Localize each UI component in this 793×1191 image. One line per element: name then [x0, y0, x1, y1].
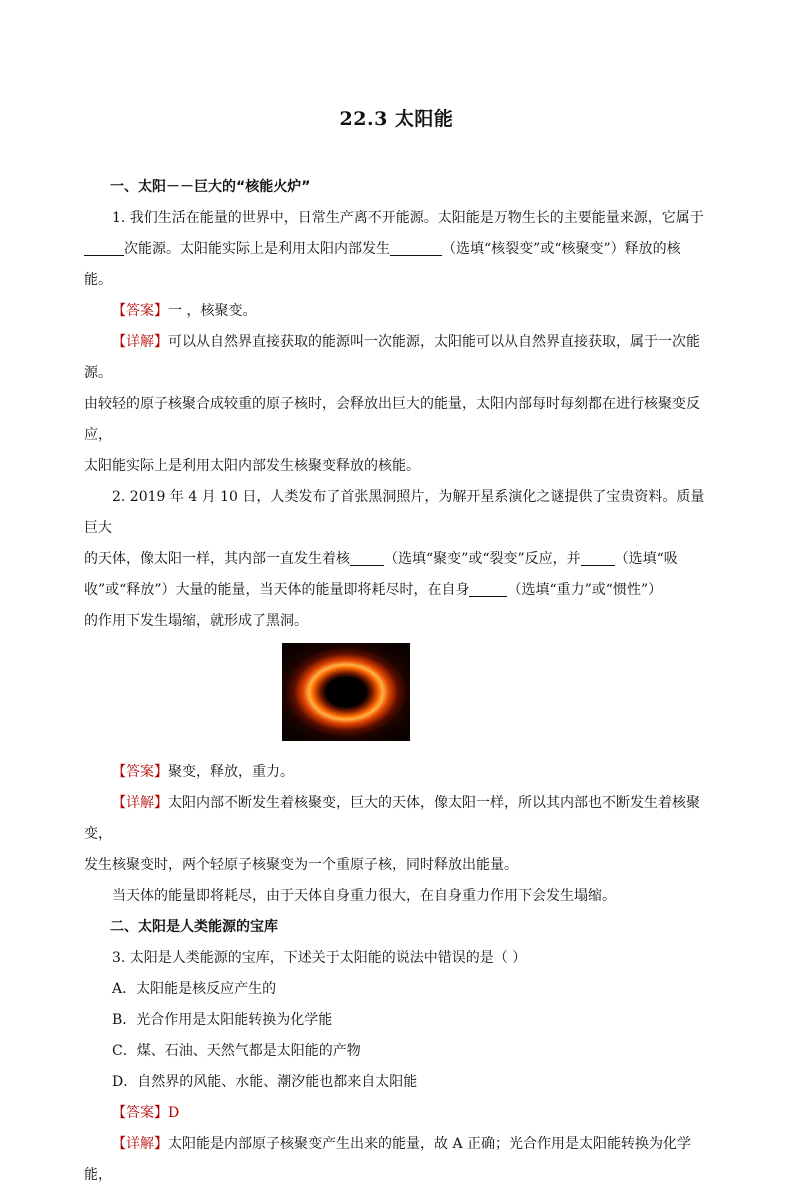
document-body — [84, 172, 712, 1191]
answer-3: 【答案】D — [112, 1105, 180, 1121]
detail-2: 【详解】太阳内部不断发生着核聚变，巨大的天体，像太阳一样，所以其内部也不断发生着核聚变， 发生核聚变时，两个轻原子核聚变为一个重原子核，同时释放出能量。 — [84, 795, 700, 873]
answer-blank — [469, 582, 507, 597]
answer-blank — [350, 551, 384, 566]
answer-blank — [581, 551, 615, 566]
option-b: B．光合作用是太阳能转换为化学能 — [112, 1012, 333, 1028]
detail-3: 【详解】太阳能是内部原子核聚变产生出来的能量，故 A 正确；光合作用是太阳能转换为化学能， — [84, 1136, 692, 1183]
section-heading-2: 二、太阳是人类能源的宝库 — [110, 919, 278, 935]
detail-tag: 【详解】 — [112, 1136, 168, 1152]
detail-1: 【详解】可以从自然界直接获取的能源叫一次能源，太阳能可以从自然界直接获取，属于一次能源。 由较轻的原子核聚合成较重的原子核时，会释放出巨大的能量，太阳内部每时每刻都在进行核聚变反应， 太阳能实际上是利用太阳内部发生核聚变释放的核能。 — [84, 334, 700, 474]
option-a: A．太阳能是核反应产生的 — [112, 981, 277, 997]
detail-2-extra: 当天体的能量即将耗尽，由于天体自身重力很大，在自身重力作用下会发生塌缩。 — [112, 888, 616, 904]
question-2: 2. 2019 年 4 月 10 日，人类发布了首张黑洞照片，为解开星系演化之谜提供了宝贵资料。质量巨大 的天体，像太阳一样，其内部一直发生着核 （选填“聚变”或“裂变”反应，并 （选填“吸 收”或“释放”）大量的能量，当天体的能量即将耗尽时，在自身 （选填“重力”或“惯性”） 的作用下发生塌缩，就形成了黑洞。 — [84, 489, 705, 629]
question-3: 3. 太阳是人类能源的宝库，下述关于太阳能的说法中错误的是（ ） — [112, 950, 527, 966]
answer-1: 【答案】一 ，核聚变。 — [112, 303, 257, 319]
question-1: 1. 我们生活在能量的世界中，日常生产离不开能源。太阳能是万物生长的主要能量来源，它属于 次能源。太阳能实际上是利用太阳内部发生 （选填“核裂变”或“核聚变”）释放的核 能。 — [84, 210, 704, 288]
black-hole-photo-icon — [282, 643, 410, 741]
answer-tag: 【答案】 — [112, 303, 168, 319]
answer-2: 【答案】聚变，释放，重力。 — [112, 764, 294, 780]
figure-container — [84, 643, 712, 753]
answer-blank — [84, 241, 124, 256]
page-title: 22.3 太阳能 — [339, 108, 454, 130]
option-d: D．自然界的风能、水能、潮汐能也都来自太阳能 — [112, 1074, 418, 1090]
section-heading-1: 一、太阳－－巨大的“核能火炉” — [110, 179, 311, 195]
detail-tag: 【详解】 — [112, 334, 168, 350]
option-c: C．煤、石油、天然气都是太阳能的产物 — [112, 1043, 361, 1059]
detail-tag: 【详解】 — [112, 795, 168, 811]
answer-tag: 【答案】 — [112, 1105, 168, 1121]
answer-tag: 【答案】 — [112, 764, 168, 780]
answer-blank — [390, 241, 442, 256]
